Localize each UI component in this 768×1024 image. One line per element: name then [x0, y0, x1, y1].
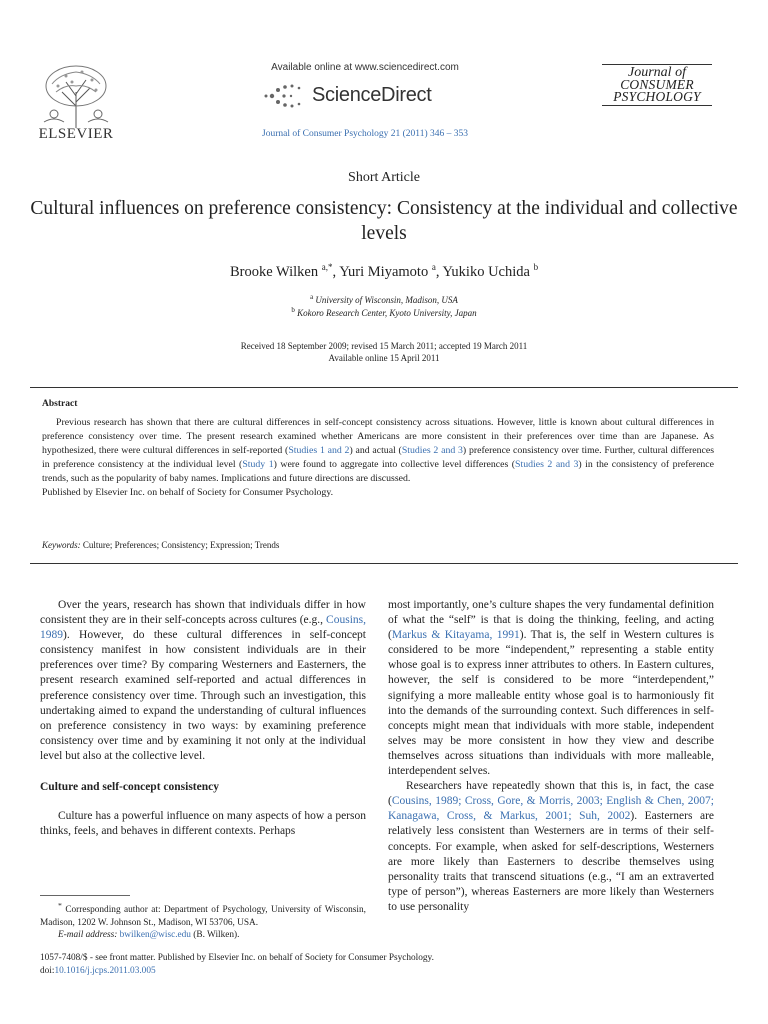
journal-logo-line-3: PSYCHOLOGY [613, 89, 701, 104]
body-paragraph: Culture has a powerful influence on many aspects of how a person thinks, feels, and behaves in different contexts. Perhaps [40, 810, 366, 838]
keywords-label: Keywords: [42, 540, 81, 550]
available-online-text[interactable]: Available online at www.sciencedirect.com [271, 62, 459, 73]
abstract-heading: Abstract [42, 399, 78, 409]
footnote-star: * [58, 901, 62, 910]
body-paragraph: Over the years, research has shown that individuals differ in how consistent they are in their self-concepts across cultures (e.g., Cousins, 1989). However, do these cultural differences in self-concept consistency manifest in how consistent individuals are in their preferences over time? By comparing Westerners and Easterners, the present research examined self-reported and actual differences in preference consistency over time. Through such an investigation, this undertaking aimed to expand the understanding of cultural influences on preference consistency in two ways: by examining preference consistency over time and by examining it not only at the individual level but also at the collective level. [40, 599, 366, 762]
citation-link[interactable]: Study 1 [242, 459, 274, 471]
journal-reference[interactable]: Journal of Consumer Psychology 21 (2011) 346 – 353 [262, 129, 468, 139]
journal-logo-line-2: CONSUMER [620, 77, 694, 92]
abstract-paragraph: Previous research has shown that there are cultural differences in self-concept consistency across situations. However, little is known about cultural differences in preference consistency over time. The present research examined whether Americans are more consistent in their preferences over time than are Japanese. As hypothesized, there were cultural differences in self-reported (Studies 1 and 2) and actual (Studies 2 and 3) preference consistency over time. Further, cultural differences in preference consistency at the individual level (Study 1) were found to aggregate into collective level differences (Studies 2 and 3) in the consistency of preference trends, such as the popularity of baby names. Implications and future directions are discussed. [42, 417, 715, 485]
citation-link[interactable]: Studies 2 and 3 [515, 459, 579, 471]
affiliation-b: $^b$ Kokoro Research Center, Kyoto University, Japan [291, 306, 477, 318]
article-title: Cultural influences on preference consistency: Consistency at the individual and collective levels [30, 198, 738, 244]
abstract-publisher-note: Published by Elsevier Inc. on behalf of Society for Consumer Psychology. [42, 487, 334, 499]
section-heading: Culture and self-concept consistency [40, 781, 219, 794]
journal-logo [602, 64, 712, 106]
publisher-name: ELSEVIER [38, 126, 114, 142]
affiliation-a: $^a$ University of Wisconsin, Madison, USA [310, 293, 458, 305]
elsevier-tree-logo [36, 62, 116, 130]
citation-link[interactable]: Cousins, 1989 [40, 614, 366, 642]
keywords-list: Culture; Preferences; Consistency; Expression; Trends [82, 540, 280, 550]
citation-link[interactable]: Studies 1 and 2 [288, 445, 350, 457]
footnote [40, 900, 366, 942]
author-name[interactable]: Brooke Wilken [229, 263, 319, 280]
email-link[interactable]: bwilken@wisc.edu [119, 930, 191, 941]
citation-link[interactable]: Cousins, 1989; Cross, Gore, & Morris, 2003; English & Chen, 2007; Kanagawa, Cross, & Markus, 2001; Suh, 2002 [388, 795, 714, 823]
abstract-body [42, 416, 714, 501]
author-affiliation-mark[interactable]: a [431, 262, 436, 272]
author-affiliation-mark[interactable]: a,* [321, 262, 333, 272]
article-history: Received 18 September 2009; revised 15 March 2011; accepted 19 March 2011 [240, 341, 528, 351]
journal-logo-line-1: Journal of [628, 65, 686, 80]
author-separator: , [332, 263, 340, 280]
issn-doi-block [40, 952, 434, 977]
citation-link[interactable]: Markus & Kitayama, 1991 [391, 629, 520, 642]
author-list [0, 262, 768, 281]
body-paragraph: most importantly, one’s culture shapes the very fundamental definition of what the “self” is that is doing the thinking, feeling, and acting (Markus & Kitayama, 1991). That is, the self in Western cultures is considered to be more “independent,” representing a stable entity whose goal is to express inner attributes to others. In Eastern cultures, however, the self is considered to be more “interdependent,” signifying a more malleable entity whose goal is to harmoniously fit into the demands of the surrounding context. Such differences in self-concepts might mean that individuals with more stable, independent selves may be more consistent in how they view and describe themselves across situations than individuals with more malleable, interdependent selves. [388, 599, 714, 778]
divider [30, 387, 738, 388]
email-note: E-mail address: bwilken@wisc.edu (B. Wilken). [58, 930, 240, 941]
issn-line: 1057-7408/$ - see front matter. Published by Elsevier Inc. on behalf of Society for Consumer Psychology. [40, 953, 434, 963]
body-column-left [40, 598, 366, 839]
body-column-right [388, 598, 714, 915]
footnote-rule [40, 895, 130, 896]
corresponding-author-note: * Corresponding author at: Department of Psychology, University of Wisconsin, Madison, 1202 W. Johnson St., Madison, WI 53706, USA. [40, 901, 366, 928]
citation-link[interactable]: Studies 2 and 3 [401, 445, 463, 457]
keywords [42, 540, 279, 550]
doi-link[interactable]: 10.1016/j.jcps.2011.03.005 [54, 965, 156, 976]
author-separator: , [435, 263, 443, 280]
author-name[interactable]: Yukiko Uchida [442, 263, 530, 280]
author-affiliation-mark[interactable]: b [533, 262, 539, 272]
email-label: E-mail address: [58, 930, 118, 941]
body-paragraph: Researchers have repeatedly shown that this is, in fact, the case (Cousins, 1989; Cross, Gore, & Morris, 2003; English & Chen, 2007; Kanagawa, Cross, & Markus, 2001; Suh, 2002). Easterners are relatively less consistent than Westerners are in terms of their self-concepts. For example, when asked for self-descriptions, Westerners are more likely than Easterners to describe themselves using personality traits that transcend situations (e.g., “I am an extraverted type of person”), whereas Easterners are more likely than Westerners to use personality [388, 780, 714, 913]
journal-logo-rule-bottom [602, 105, 712, 106]
article-type: Short Article [348, 170, 420, 185]
doi-line: doi:10.1016/j.jcps.2011.03.005 [40, 965, 156, 976]
divider [30, 563, 738, 564]
author-name[interactable]: Yuri Miyamoto [339, 263, 429, 280]
online-date: Available online 15 April 2011 [328, 353, 440, 363]
sciencedirect-wordmark: ScienceDirect [312, 84, 432, 106]
